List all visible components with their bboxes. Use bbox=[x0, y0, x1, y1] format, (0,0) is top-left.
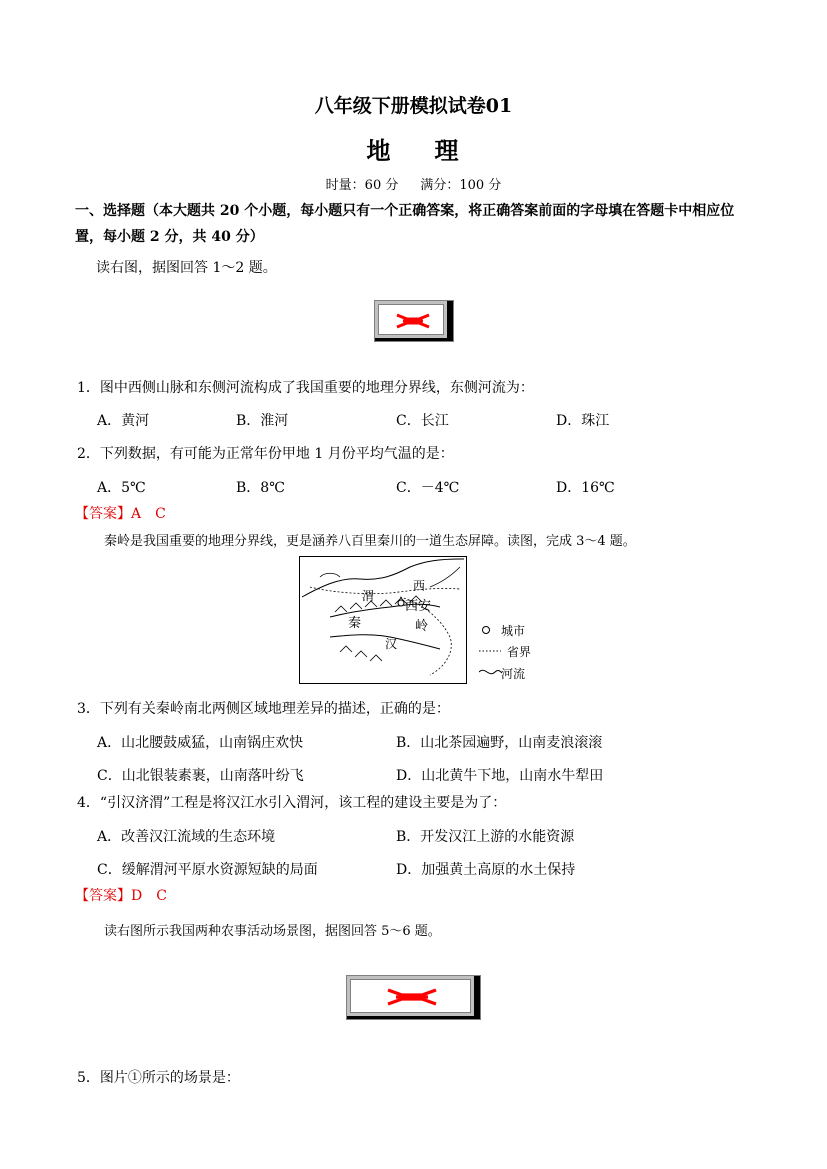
map-label-xi: 西 bbox=[413, 579, 426, 593]
q2-option-d: D．16℃ bbox=[556, 480, 615, 496]
map-label-han: 汉 bbox=[385, 637, 398, 651]
map-label-ling: 岭 bbox=[415, 619, 429, 634]
q1-option-d: D．珠江 bbox=[556, 413, 610, 429]
q2-option-a: A．5℃ bbox=[97, 480, 146, 496]
q2-option-b: B．8℃ bbox=[236, 480, 285, 496]
q1-option-b: B．淮河 bbox=[236, 413, 289, 429]
exam-score: 满分：100 分 bbox=[420, 178, 502, 193]
q3-option-c: C．山北银装素裹，山南落叶纷飞 bbox=[97, 768, 304, 784]
legend-symbols bbox=[479, 620, 503, 690]
broken-image-placeholder-2 bbox=[346, 975, 481, 1020]
map-label-wei: 渭 bbox=[362, 589, 375, 603]
answer-key-1: 【答案】A C bbox=[75, 506, 166, 522]
question-2-stem: 2．下列数据，有可能为正常年份甲地 1 月份平均气温的是： bbox=[77, 446, 454, 462]
q4-option-c: C．缓解渭河平原水资源短缺的局面 bbox=[97, 862, 318, 878]
subject-char-1: 地 bbox=[366, 136, 393, 165]
map-legend bbox=[479, 620, 539, 690]
question-1-stem: 1．图中西侧山脉和东侧河流构成了我国重要的地理分界线，东侧河流为： bbox=[77, 380, 534, 396]
question-5-stem: 5．图片①所示的场景是： bbox=[77, 1070, 240, 1086]
q3-option-d: D．山北黄牛下地，山南水牛犁田 bbox=[396, 768, 604, 784]
question-4-stem: 4．“引汉济渭”工程是将汉江水引入渭河，该工程的建设主要是为了： bbox=[77, 795, 507, 811]
q2-option-c: C．－4℃ bbox=[396, 480, 460, 496]
legend-city: 城市 bbox=[501, 624, 526, 638]
broken-image-icon bbox=[395, 313, 431, 329]
intro-q1-2: 读右图，据图回答 1～2 题。 bbox=[96, 260, 277, 276]
intro-q5-6: 读右图所示我国两种农事活动场景图，据图回答 5～6 题。 bbox=[104, 924, 441, 939]
broken-image-icon-2 bbox=[386, 988, 438, 1006]
exam-meta bbox=[0, 174, 827, 193]
broken-image-placeholder bbox=[374, 300, 454, 342]
q4-option-d: D．加强黄土高原的水土保持 bbox=[396, 862, 576, 878]
q1-option-a: A．黄河 bbox=[97, 413, 150, 429]
map-label-xian: 西安 bbox=[405, 599, 432, 614]
question-3-stem: 3．下列有关秦岭南北两侧区域地理差异的描述，正确的是： bbox=[77, 701, 450, 717]
q1-option-c: C．长江 bbox=[396, 413, 449, 429]
q3-option-b: B．山北茶园遍野，山南麦浪滚滚 bbox=[396, 735, 603, 751]
q4-option-a: A．改善汉江流域的生态环境 bbox=[97, 829, 276, 845]
subject-title bbox=[0, 131, 827, 166]
answer-key-2: 【答案】D C bbox=[75, 888, 167, 904]
map-drawing bbox=[300, 557, 466, 683]
section-heading-line1: 一、选择题（本大题共 20 个小题，每小题只有一个正确答案，将正确答案前面的字母填在答题卡中相应位 bbox=[75, 203, 735, 219]
intro-q3-4: 秦岭是我国重要的地理分界线，更是涵养八百里秦川的一道生态屏障。读图，完成 3～4 题。 bbox=[104, 534, 636, 549]
page-title: 八年级下册模拟试卷01 bbox=[314, 95, 513, 117]
section-heading-line2: 置，每小题 2 分，共 40 分） bbox=[75, 229, 264, 245]
qinling-map bbox=[299, 556, 467, 684]
legend-river: 河流 bbox=[501, 667, 526, 681]
exam-time: 时量：60 分 bbox=[325, 178, 399, 193]
legend-border: 省界 bbox=[507, 645, 532, 659]
subject-char-2: 理 bbox=[434, 136, 461, 165]
q4-option-b: B．开发汉江上游的水能资源 bbox=[396, 829, 575, 845]
map-label-qin: 秦 bbox=[348, 616, 362, 631]
q3-option-a: A．山北腰鼓威猛，山南锅庄欢快 bbox=[97, 735, 304, 751]
